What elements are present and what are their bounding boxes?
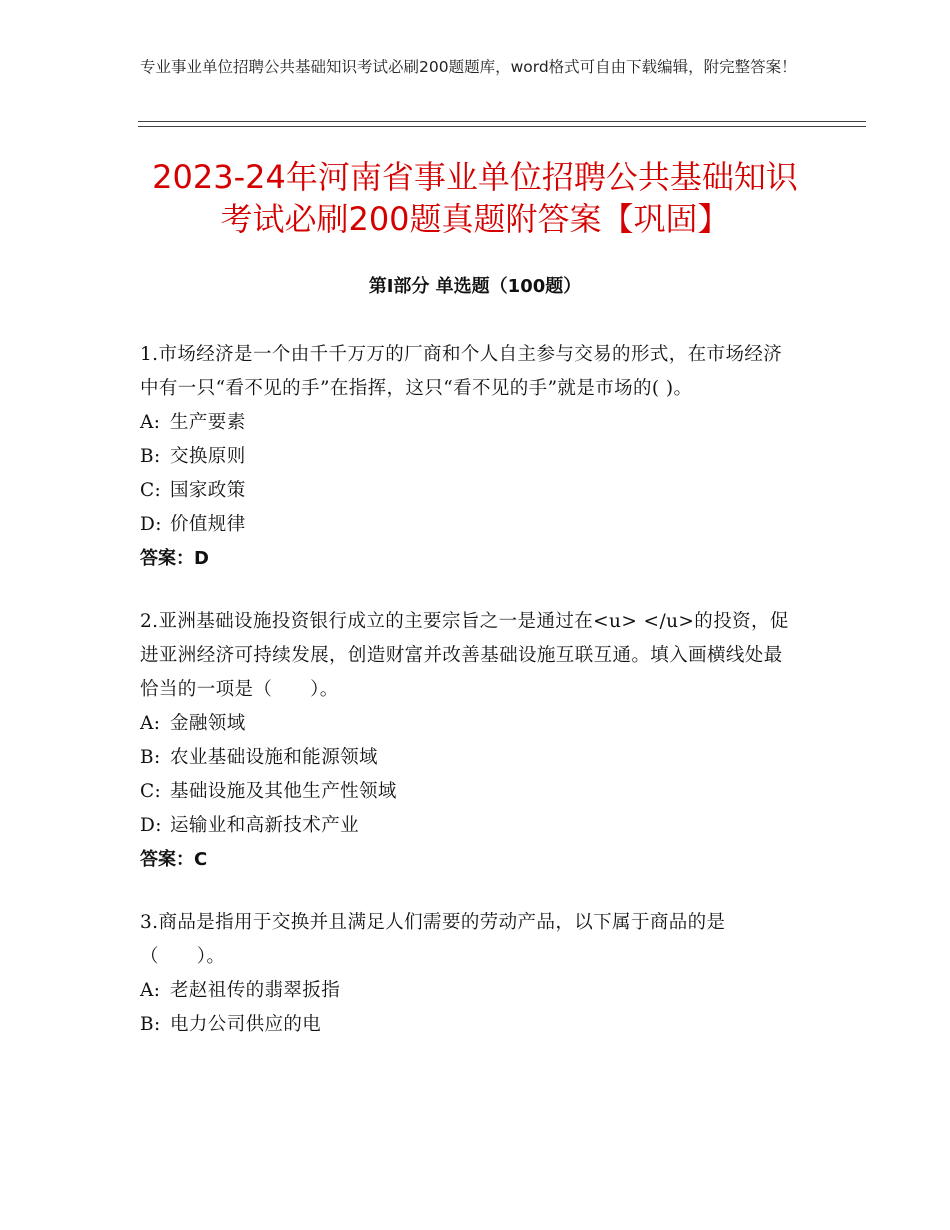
- option-a: [140, 406, 800, 440]
- answer-line: 答案：D: [140, 548, 209, 569]
- option-d: [140, 508, 800, 542]
- header-divider: [138, 121, 866, 127]
- option-letter: B:: [140, 1014, 161, 1035]
- option-letter: A:: [140, 980, 161, 1001]
- option-text: 电力公司供应的电: [170, 1014, 322, 1035]
- option-c: [140, 474, 800, 508]
- option-letter: C:: [140, 781, 162, 802]
- option-a: [140, 707, 800, 741]
- question-list: [140, 338, 800, 1071]
- option-b: [140, 1008, 800, 1042]
- document-title: 2023-24年河南省事业单位招聘公共基础知识考试必刷200题真题附答案【巩固】: [152, 158, 798, 238]
- section-heading: 第Ⅰ部分 单选题（100题）: [368, 276, 582, 297]
- option-letter: D:: [140, 514, 162, 535]
- option-letter: B:: [140, 446, 161, 467]
- question-stem: 2.亚洲基础设施投资银行成立的主要宗旨之一是通过在<u> </u>的投资，促进亚洲经济可持续发展，创造财富并改善基础设施互联互通。填入画横线处最恰当的一项是（ ）。: [140, 611, 789, 700]
- option-letter: C:: [140, 480, 162, 501]
- option-text: 老赵祖传的翡翠扳指: [170, 980, 341, 1001]
- option-text: 国家政策: [170, 480, 246, 501]
- option-c: [140, 775, 800, 809]
- header-note: 专业事业单位招聘公共基础知识考试必刷200题题库，word格式可自由下载编辑，附完整答案！: [140, 58, 797, 76]
- option-letter: B:: [140, 747, 161, 768]
- option-text: 生产要素: [170, 412, 246, 433]
- option-text: 运输业和高新技术产业: [170, 815, 360, 836]
- option-text: 价值规律: [170, 514, 246, 535]
- option-b: [140, 440, 800, 474]
- option-d: [140, 809, 800, 843]
- option-letter: D:: [140, 815, 162, 836]
- option-text: 交换原则: [170, 446, 246, 467]
- option-letter: A:: [140, 412, 161, 433]
- question-item: [140, 605, 800, 877]
- question-stem: 1.市场经济是一个由千千万万的厂商和个人自主参与交易的形式，在市场经济中有一只“看不见的手”在指挥，这只“看不见的手”就是市场的( )。: [140, 344, 783, 399]
- question-item: [140, 906, 800, 1042]
- option-b: [140, 741, 800, 775]
- question-stem: 3.商品是指用于交换并且满足人们需要的劳动产品，以下属于商品的是（ ）。: [140, 912, 726, 967]
- option-text: 金融领域: [170, 713, 246, 734]
- option-letter: A:: [140, 713, 161, 734]
- question-item: [140, 338, 800, 576]
- option-a: [140, 974, 800, 1008]
- option-text: 基础设施及其他生产性领域: [170, 781, 397, 802]
- answer-line: 答案：C: [140, 849, 208, 870]
- option-text: 农业基础设施和能源领域: [170, 747, 378, 768]
